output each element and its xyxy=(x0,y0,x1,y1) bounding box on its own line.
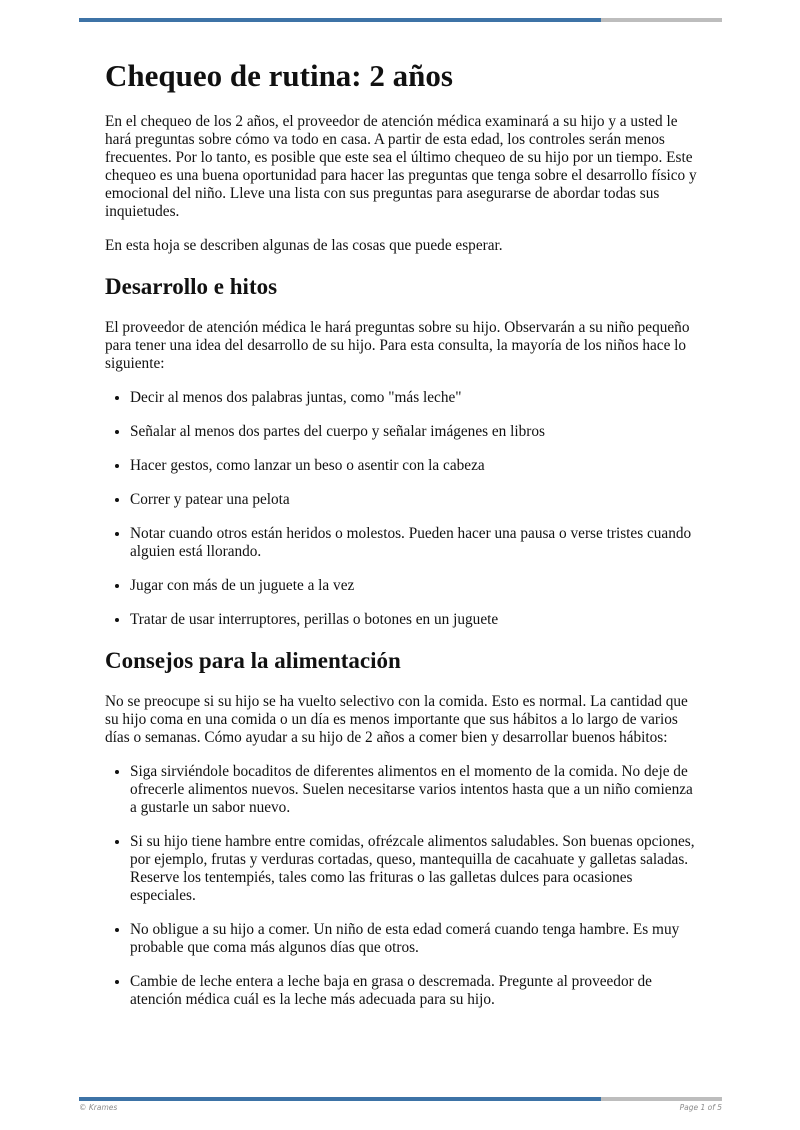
footer-rule xyxy=(79,1097,722,1101)
section-paragraph: El proveedor de atención médica le hará preguntas sobre su hijo. Observarán a su niño pequeño para tener una idea del desarrollo de su hijo. Para esta consulta, la mayoría de los niños hace lo siguiente: xyxy=(105,319,690,372)
footer-rule-gray xyxy=(601,1097,722,1101)
header-rule-accent xyxy=(79,18,601,22)
list-item: • Correr y patear una pelota xyxy=(130,491,700,509)
list-item: • No obligue a su hijo a comer. Un niño de esta edad comerá cuando tenga hambre. Es muy probable que coma más algunos días que otros. xyxy=(130,921,700,957)
feeding-tips-list xyxy=(105,763,700,1009)
list-item: • Jugar con más de un juguete a la vez xyxy=(130,577,700,595)
intro-paragraph: En el chequeo de los 2 años, el proveedor de atención médica examinará a su hijo y a usted le hará preguntas sobre cómo va todo en casa. A partir de esta edad, los controles serán menos frecuentes. Por lo tanto, es posible que este sea el último chequeo de su hijo por un tiempo. Este chequeo es una buena oportunidad para hacer las preguntas que tenga sobre el desarrollo físico y emocional del niño. Lleve una lista con sus preguntas para asegurarse de abordar todas sus inquietudes. xyxy=(105,113,697,220)
page-indicator: Page 1 of 5 xyxy=(679,1103,722,1112)
copyright-text: © Krames xyxy=(79,1103,118,1112)
list-item: • Si su hijo tiene hambre entre comidas, ofrézcale alimentos saludables. Son buenas opciones, por ejemplo, frutas y verduras cortadas, queso, mantequilla de cacahuate y galletas saladas. Reserve los tentempiés, tales como las frituras o las galletas dulces para ocasiones especiales. xyxy=(130,833,700,905)
header-rule-gray xyxy=(601,18,722,22)
milestones-list xyxy=(105,389,700,629)
section-feeding xyxy=(105,647,700,1009)
section-heading: Desarrollo e hitos xyxy=(105,274,278,299)
footer-rule-accent xyxy=(79,1097,601,1101)
intro-paragraph: En esta hoja se describen algunas de las cosas que puede esperar. xyxy=(105,237,503,254)
section-development xyxy=(105,273,700,629)
page-title: Chequeo de rutina: 2 años xyxy=(105,58,453,93)
header-rule xyxy=(79,18,722,22)
section-paragraph: No se preocupe si su hijo se ha vuelto selectivo con la comida. Esto es normal. La cantidad que su hijo coma en una comida o un día es menos importante que sus hábitos a lo largo de varios días o semanas. Cómo ayudar a su hijo de 2 años a comer bien y desarrollar buenos hábitos: xyxy=(105,693,688,746)
list-item: • Siga sirviéndole bocaditos de diferentes alimentos en el momento de la comida. No deje de ofrecerle alimentos nuevos. Suelen necesitarse varios intentos hasta que a un niño comienza a gustarle un sabor nuevo. xyxy=(130,763,700,817)
list-item: • Decir al menos dos palabras juntas, como "más leche" xyxy=(130,389,700,407)
section-heading: Consejos para la alimentación xyxy=(105,648,401,673)
document-body xyxy=(105,52,700,1025)
list-item: • Cambie de leche entera a leche baja en grasa o descremada. Pregunte al proveedor de atención médica cuál es la leche más adecuada para su hijo. xyxy=(130,973,700,1009)
page-footer xyxy=(79,1103,722,1112)
list-item: • Notar cuando otros están heridos o molestos. Pueden hacer una pausa o verse tristes cuando alguien está llorando. xyxy=(130,525,700,561)
list-item: • Señalar al menos dos partes del cuerpo y señalar imágenes en libros xyxy=(130,423,700,441)
list-item: • Hacer gestos, como lanzar un beso o asentir con la cabeza xyxy=(130,457,700,475)
list-item: • Tratar de usar interruptores, perillas o botones en un juguete xyxy=(130,611,700,629)
